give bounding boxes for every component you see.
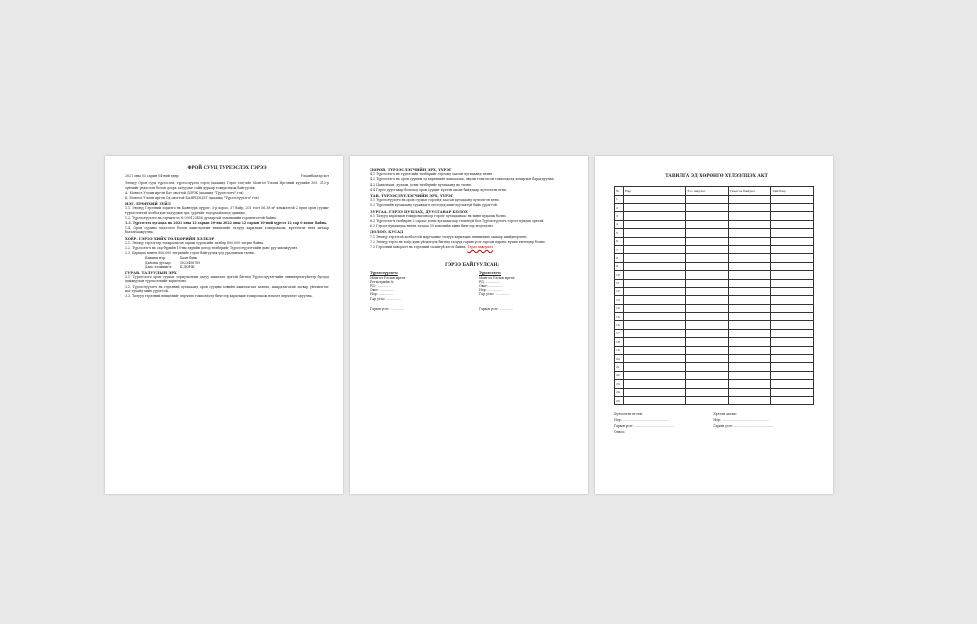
date-label: Огноо: <box>614 430 626 435</box>
table-cell <box>686 237 729 245</box>
table-cell <box>728 254 771 262</box>
table-cell <box>623 363 685 371</box>
table-cell <box>771 313 814 321</box>
name-line: Нэр: .............................................. <box>713 418 769 423</box>
table-cell <box>728 380 771 388</box>
table-cell <box>771 363 814 371</box>
table-cell <box>771 371 814 379</box>
table-cell <box>771 321 814 329</box>
table-cell: 25 <box>615 396 624 404</box>
table-cell <box>728 220 771 228</box>
column-header: Үнэлгээ Байдал <box>728 187 771 195</box>
table-cell <box>686 271 729 279</box>
table-cell: 24 <box>615 388 624 396</box>
table-cell <box>686 262 729 270</box>
table-cell <box>728 388 771 396</box>
lessor-heading: Түрээслүүлэгч: <box>370 271 398 276</box>
table-row <box>615 212 814 220</box>
table-cell <box>771 355 814 363</box>
clause: 1.4. Орон сууцны мэдээлэл болон ашиглалтын нөхцөлийг талууд харилцан тохиролцож, хүлээлгэн өгөх актаар баталгаажуулна. <box>125 226 329 235</box>
table-cell: 5 <box>615 229 624 237</box>
signature-line: Гарын үсэг: ............. <box>370 306 405 311</box>
table-row <box>615 313 814 321</box>
table-cell <box>686 304 729 312</box>
party-lessor: Б. Монгол Улсын иргэн Од овогтой БАЯРЦЭЦЭГ (цаашид "Түрээслүүлэгч" гэх) <box>125 196 259 201</box>
lessee-column <box>479 271 574 311</box>
table-cell: 6 <box>615 237 624 245</box>
table-row <box>615 355 814 363</box>
table-row <box>615 195 814 203</box>
table-row <box>615 245 814 253</box>
sign-line: РД: .............. <box>370 284 392 289</box>
sign-line: РД: .............. <box>479 279 501 284</box>
table-row <box>615 338 814 346</box>
table-cell: 19 <box>615 346 624 354</box>
bank-value: Хаан банк <box>180 256 198 261</box>
sign-line: Гар утас: .............. <box>370 296 401 301</box>
table-cell <box>686 388 729 396</box>
table-cell <box>771 396 814 404</box>
table-cell: 12 <box>615 287 624 295</box>
table-cell <box>623 304 685 312</box>
clause <box>370 245 574 249</box>
table-cell: 21 <box>615 363 624 371</box>
table-cell: 9 <box>615 262 624 270</box>
sign-line: Гар утас: .............. <box>479 292 510 297</box>
bank-details <box>145 256 329 269</box>
table-row <box>615 363 814 371</box>
table-cell <box>623 338 685 346</box>
table-row <box>615 254 814 262</box>
owner-label: Данс эзэмшигч: <box>145 264 173 269</box>
table-row <box>615 388 814 396</box>
table-cell <box>728 371 771 379</box>
handed-column <box>614 411 673 435</box>
clause: 5.2 Түрээсийн хугацаанд гуравдагч этгээдэд ашиглуулахгүй байх үүрэгтэй. <box>370 203 498 208</box>
clause: 3.3. Талууд гэрээний нөхцөлийг өөрчлөх тохиолдолд бичгээр харилцан тохиролцож нэмэлт өөрчлөлт оруулна. <box>125 294 313 299</box>
sign-line: Регистрийн № <box>370 279 394 284</box>
table-cell <box>623 279 685 287</box>
table-cell <box>686 195 729 203</box>
table-cell <box>686 296 729 304</box>
clause: 4.4 Гэрээ дуусгавар болоход орон сууцыг хүлээн авсан байдлаар хүлээлгэн өгнө. <box>370 187 507 192</box>
table-header <box>615 187 814 195</box>
clause: 2.3. Барьцаа мөнгө 800,000 төгрөгийг гэрээ байгуулах үед урьдчилан төлнө. <box>125 251 255 256</box>
signature-line: Гарын үсэг: ............. <box>479 306 514 311</box>
clause: 1.2. Түрээслүүлэгч нь гэрчилгээ № 000123456 дугаартай эзэмшлийн гэрчилгээтэй байна. <box>125 215 277 220</box>
table-cell <box>728 229 771 237</box>
table-cell <box>623 220 685 228</box>
table-cell <box>728 313 771 321</box>
table-cell: 2 <box>615 203 624 211</box>
table-cell <box>771 220 814 228</box>
table-cell: 18 <box>615 338 624 346</box>
table-cell: 23 <box>615 380 624 388</box>
clause: 7.1 Энэхүү гэрээтэй холбоотой маргааныг талууд харилцан зөвшилцөх замаар шийдвэрлэнэ. <box>370 234 528 239</box>
clause: 7.2 Энэхүү гэрээ нь хоёр хувь үйлдэгдэх бөгөөд талууд гарын үсэг зурсан өдрөөс хүчин төгөлдөр болно. <box>370 239 546 244</box>
table-cell: 22 <box>615 371 624 379</box>
section-heading: ДӨРӨВ. ТҮРЭЭСЛЭГЧИЙН ЭРХ, ҮҮРЭГ <box>370 168 452 172</box>
table-cell <box>728 304 771 312</box>
table-cell <box>623 212 685 220</box>
contract-date: 2021 оны 03 сарын 04-ний өдөр <box>125 174 179 179</box>
clause: 5.1 Түрээслүүлэгч нь орон сууцыг гэрээнд заасан хугацаанд хүлээлгэн өгнө. <box>370 198 500 203</box>
table-cell <box>686 203 729 211</box>
party-lessee: А. Монгол Улсын иргэн Бат овогтой ДОРЖ (цаашид "Түрээслэгч" гэх) <box>125 190 244 195</box>
account-value: 5023456789 <box>180 260 201 265</box>
table-cell <box>623 254 685 262</box>
table-cell: 13 <box>615 296 624 304</box>
table-cell <box>686 212 729 220</box>
column-header: № <box>615 187 624 195</box>
table-cell <box>623 271 685 279</box>
sign-line: Овог: .............. <box>479 284 504 289</box>
lessee-heading: Түрээслэгч: <box>479 271 501 276</box>
table-cell <box>728 237 771 245</box>
table-cell <box>728 296 771 304</box>
table-cell <box>728 396 771 404</box>
clause: 3.2. Түрээслүүлэгч нь гэрээний хугацаанд орон сууцны хэвийн ажиллагааг хангах, шаардлагатай засвар үйлчилгээг цаг тухайд хийх үүрэгтэй. <box>125 284 329 293</box>
clause: 2.2. Түрээслэгч нь сар бүрийн 10-ны өдрийн дотор төлбөрийг Түрээслүүлэгчийн данс руу шилжүүлнэ. <box>125 246 299 251</box>
bank-label: Банкны нэр: <box>145 256 167 261</box>
table-cell <box>686 279 729 287</box>
clause: 2.1. Энэхүү гэрээгээр тохиролцсон сарын түрээсийн төлбөр 800,000 төгрөг байна. <box>125 240 265 245</box>
table-cell <box>771 287 814 295</box>
table-cell <box>623 355 685 363</box>
table-row <box>615 396 814 404</box>
handed-label: Хүлээлгэн өгсөн: <box>614 412 643 417</box>
section-heading: ТАВ. ТҮРЭЭСЛҮҮЛЭГЧИЙН ЭРХ, ҮҮРЭГ <box>370 194 454 199</box>
signature-line: Гарын үсэг: ...................................... <box>713 424 773 429</box>
intro-paragraph: Энэхүү Орон сууц түрээслэх, түрээслүүлэх гэрээ (цаашид Гэрээ гэх)-ийг Монгол Улсын Иргэний хуулийн 305, 313-р зүйлийг үндэслэн болон доорх талуудыг сайн дураар тохиролцож байгуулав. <box>125 181 329 190</box>
table-cell <box>771 346 814 354</box>
table-row <box>615 346 814 354</box>
table-cell <box>623 321 685 329</box>
table-cell <box>728 195 771 203</box>
table-cell <box>623 245 685 253</box>
table-cell <box>771 237 814 245</box>
table-cell <box>771 380 814 388</box>
section-heading: ГУРАВ. ТАЛУУДЫН ЭРХ <box>125 271 177 276</box>
table-cell <box>686 346 729 354</box>
sign-line: Нэр: .............. <box>370 292 393 297</box>
clause: 4.3 Цахилгаан, дулаан, усны төлбөрийг хугацаанд нь төлнө. <box>370 182 472 187</box>
table-cell <box>686 313 729 321</box>
table-row <box>615 287 814 295</box>
table-cell <box>771 203 814 211</box>
table-cell <box>686 287 729 295</box>
contract-title: ФРОЙ СУУЦ ТУРЕЭСЛЭХ ГЭРЭЭ <box>187 165 267 170</box>
table-cell: 1 <box>615 195 624 203</box>
signature-block <box>370 271 574 311</box>
table-cell <box>623 346 685 354</box>
section-heading: НЭГ. ЕРӨНХИЙ ЗҮЙЛ <box>125 202 171 207</box>
table-cell: 15 <box>615 313 624 321</box>
sign-line: Монгол Улсын иргэн <box>370 275 406 280</box>
table-cell <box>623 203 685 211</box>
table-cell <box>728 321 771 329</box>
table-row <box>615 229 814 237</box>
owner-value: Б.ДОРЖ <box>180 264 195 269</box>
signature-line: Гарын үсэг: ...................................... <box>614 424 674 429</box>
table-cell <box>686 329 729 337</box>
table-row <box>615 262 814 270</box>
table-row <box>615 237 814 245</box>
table-cell: 11 <box>615 279 624 287</box>
table-row <box>615 380 814 388</box>
act-signatures <box>614 411 819 435</box>
table-cell <box>686 371 729 379</box>
table-row <box>615 271 814 279</box>
table-cell <box>623 396 685 404</box>
lessor-column <box>370 271 465 311</box>
received-column <box>713 411 772 435</box>
table-cell <box>623 380 685 388</box>
table-cell <box>686 396 729 404</box>
table-row <box>615 371 814 379</box>
table-cell <box>771 338 814 346</box>
clause: 4.1 Түрээслэгч нь түрээсийн төлбөрийг гэрээнд заасан хугацаанд төлнө. <box>370 172 494 177</box>
clause-text: 7.3 Гэрээний хавсралт нь гэрээний салшгүй хэсэг байна. <box>370 245 467 250</box>
spellcheck-flagged-text: Гэрээ хавсралт <box>467 245 493 250</box>
table-cell: 10 <box>615 271 624 279</box>
table-cell: 4 <box>615 220 624 228</box>
table-cell <box>771 195 814 203</box>
clause: 4.2 Түрээслэгч нь орон сууцны эд хөрөнгийг хамгаалах, эвдэж гэмтээсэн тохиолдолд хохирлыг барагдуулна. <box>370 177 555 182</box>
table-cell <box>771 388 814 396</box>
table-cell <box>623 287 685 295</box>
table-row <box>615 321 814 329</box>
account-label: Дансны дугаар: <box>145 260 172 265</box>
clause: 6.2 Түрээслэгч төлбөрөө 2 сараас дээш хугацаагаар төлөөгүй бол Түрээслүүлэгч гэрээг цуцлах эрхтэй. <box>370 219 545 224</box>
table-cell <box>623 388 685 396</box>
received-label: Хүлээн авсан: <box>713 412 737 417</box>
table-cell <box>728 203 771 211</box>
column-header: Тоо ширхэг <box>686 187 729 195</box>
table-body <box>615 195 814 405</box>
table-row <box>615 296 814 304</box>
table-cell <box>728 287 771 295</box>
table-cell <box>771 296 814 304</box>
table-cell <box>686 321 729 329</box>
table-cell <box>728 346 771 354</box>
table-cell <box>728 262 771 270</box>
table-row <box>615 220 814 228</box>
table-cell: 17 <box>615 329 624 337</box>
table-cell <box>728 245 771 253</box>
table-cell <box>728 329 771 337</box>
table-cell <box>623 329 685 337</box>
clause: 6.3 Гэрээг цуцлахдаа нөгөө талдаа 30 хоногийн өмнө бичгээр мэдэгдэнэ. <box>370 224 494 229</box>
table-cell <box>728 212 771 220</box>
table-cell <box>686 363 729 371</box>
table-cell <box>728 363 771 371</box>
sign-line: Монгол Улсын иргэн <box>479 275 515 280</box>
signature-title: ГЭРЭЭ БАЙГУУЛСАН: <box>444 262 500 268</box>
contract-city: Улаанбаатар хот <box>300 174 329 179</box>
table-cell <box>771 304 814 312</box>
table-cell <box>686 245 729 253</box>
table-cell <box>623 229 685 237</box>
table-cell <box>771 262 814 270</box>
column-header: Тайлбар <box>771 187 814 195</box>
table-cell <box>686 229 729 237</box>
sign-line: Нэр: .............. <box>479 288 502 293</box>
clause: 1.3. Түрээслэх хугацаа нь 2021 оны 12 сарын 10-ны 2022 оны 12 сарын 10-ний хүртэл 12 сар 0 хоног байна. <box>125 221 328 226</box>
clause: 6.1 Талууд харилцан тохиролцсоноор гэрээг хугацаанаас нь өмнө цуцалж болно. <box>370 213 507 218</box>
table-cell <box>686 380 729 388</box>
table-cell <box>623 313 685 321</box>
document-page-2 <box>350 156 588 494</box>
table-cell <box>728 338 771 346</box>
section-heading: ДОЛОО. БУСАД <box>370 230 404 235</box>
table-cell <box>686 338 729 346</box>
table-cell: 3 <box>615 212 624 220</box>
table-cell <box>686 254 729 262</box>
act-title: ТАВИЛГА ЭД ХӨРӨНГӨ ХҮЛЭЭЛЦЭХ АКТ <box>665 173 768 178</box>
section-heading: ЗУРГАА. ГЭРЭЭ ЦУЦЛАХ, ДУУСГАВАР БОЛОХ <box>370 209 468 214</box>
table-cell: 20 <box>615 355 624 363</box>
table-row <box>615 279 814 287</box>
table-row <box>615 329 814 337</box>
table-cell: 7 <box>615 245 624 253</box>
table-cell <box>771 329 814 337</box>
name-line: Нэр: .............................................. <box>614 418 670 423</box>
table-cell <box>771 271 814 279</box>
table-cell: 8 <box>615 254 624 262</box>
document-page-3 <box>595 156 833 494</box>
section-heading: ХОЁР. ГЭРЭЭ ХИЙХ ТӨЛБӨРИЙН ХЭЛБЭР <box>125 236 215 241</box>
table-row <box>615 304 814 312</box>
table-cell <box>623 237 685 245</box>
table-cell <box>728 355 771 363</box>
table-cell <box>771 254 814 262</box>
column-header: Нэр <box>623 187 685 195</box>
sign-line: Овог: .............. <box>370 288 395 293</box>
table-cell: 14 <box>615 304 624 312</box>
table-cell <box>771 279 814 287</box>
document-page-1 <box>105 156 343 494</box>
inventory-table <box>614 186 814 405</box>
table-cell: 16 <box>615 321 624 329</box>
table-cell <box>686 220 729 228</box>
table-cell <box>623 371 685 379</box>
table-row <box>615 203 814 211</box>
table-cell <box>771 212 814 220</box>
table-cell <box>771 229 814 237</box>
table-cell <box>623 195 685 203</box>
clause: 3.1. Түрээслэгч орон сууцыг зориулалтын дагуу ашиглах эрхтэй бөгөөд Түрээслүүлэгчийн зөвшөөрөлгүйгээр бусдад дамжуулан түрээслэхийг хориглоно. <box>125 275 329 284</box>
clause: 1.1. Энэхүү Гэрээний зорилго нь Баянзүрх дүүрэг, 3-р хороо, 37 байр, 201 тоот 56,38 м² хэмжээтэй 2 өрөө орон сууцыг түрээслэхтэй холбогдон талуудын эрх, үүргийг тодорхойлоход оршино. <box>125 206 329 215</box>
table-cell <box>728 271 771 279</box>
table-cell <box>728 279 771 287</box>
table-cell <box>771 245 814 253</box>
table-cell <box>623 262 685 270</box>
table-cell <box>686 355 729 363</box>
table-cell <box>623 296 685 304</box>
